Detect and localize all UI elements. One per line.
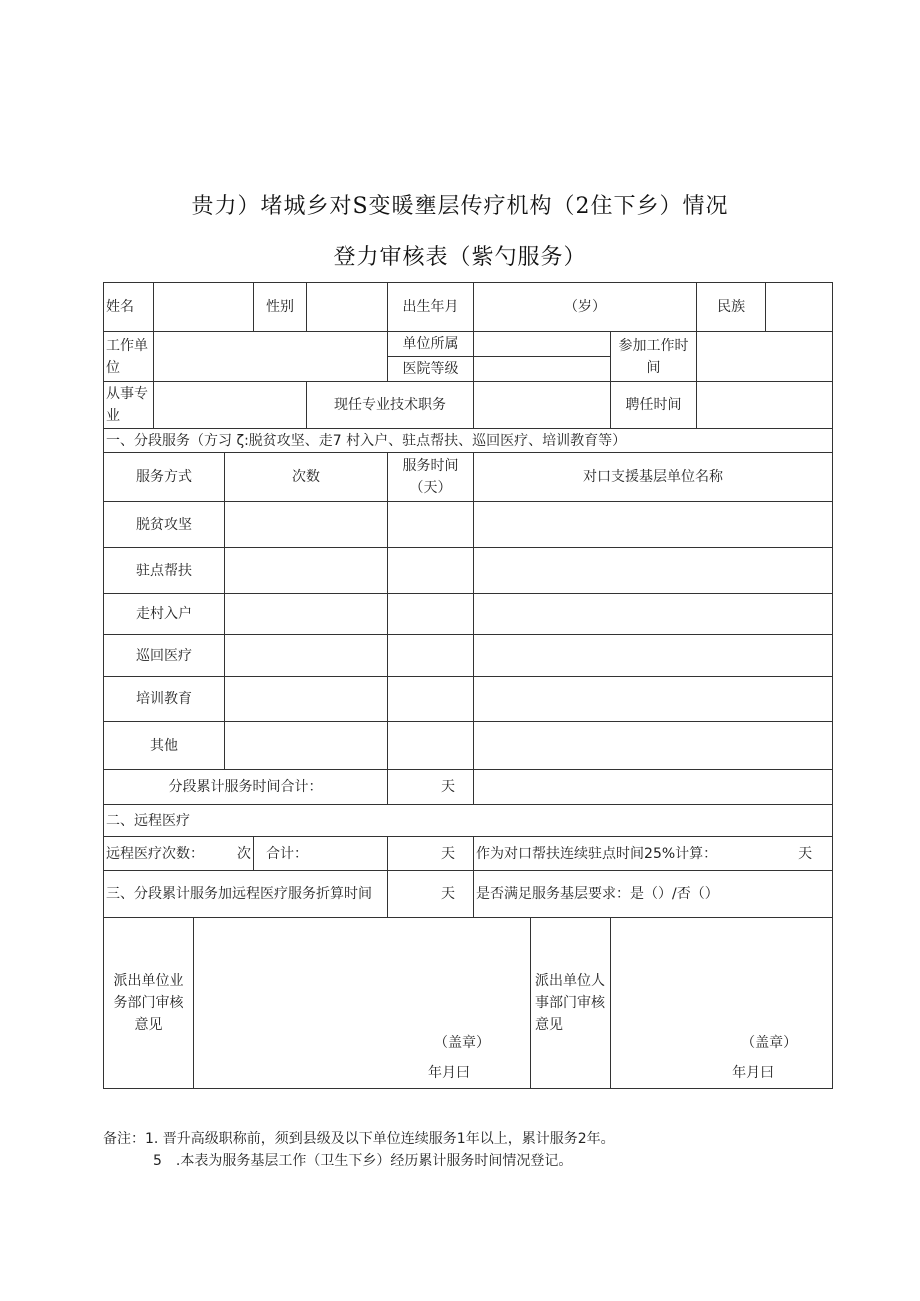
gender-field[interactable] bbox=[307, 283, 388, 332]
form-title-line-2: 登力审核表（紫勺服务） bbox=[333, 245, 587, 270]
remote-sum-unit[interactable]: 天 bbox=[388, 837, 474, 871]
remote-count-cell[interactable] bbox=[104, 837, 254, 871]
service-count-field[interactable] bbox=[225, 635, 388, 677]
service-mode: 脱贫攻坚 bbox=[104, 502, 225, 548]
hospital-level-label: 医院等级 bbox=[388, 357, 474, 382]
work-start-field[interactable] bbox=[697, 332, 833, 382]
service-mode: 其他 bbox=[104, 722, 225, 770]
support-unit-field[interactable] bbox=[474, 548, 833, 594]
service-days-field[interactable] bbox=[388, 722, 474, 770]
remote-convert-unit: 天 bbox=[798, 845, 813, 862]
form-title-line-1: 贵力）堵城乡对S变暖壅层传疗机构（2住下乡）情况 bbox=[191, 194, 729, 219]
col-header-support-unit: 对口支援基层单位名称 bbox=[474, 453, 833, 502]
hire-time-label: 聘任时间 bbox=[611, 382, 697, 429]
current-title-label: 现任专业技术职务 bbox=[307, 382, 474, 429]
hospital-level-field[interactable] bbox=[474, 357, 611, 382]
service-mode: 驻点帮扶 bbox=[104, 548, 225, 594]
remote-convert-label: 作为对口帮扶连续驻点时间25%计算： bbox=[476, 845, 718, 862]
specialty-label: 从事专业 bbox=[104, 382, 154, 429]
table-row bbox=[104, 594, 833, 635]
hire-time-field[interactable] bbox=[697, 382, 833, 429]
ethnicity-field[interactable] bbox=[766, 283, 833, 332]
hr-review-label: 派出单位人事部门审核意见 bbox=[531, 918, 611, 1089]
service-mode: 巡回医疗 bbox=[104, 635, 225, 677]
table-row bbox=[104, 502, 833, 548]
name-field[interactable] bbox=[154, 283, 254, 332]
support-unit-field[interactable] bbox=[474, 677, 833, 722]
section1-heading: 一、分段服务（方习 ζ:脱贫攻坚、走7 村入户、驻点帮扶、巡回医疗、培训教育等） bbox=[104, 429, 833, 453]
remote-convert-cell[interactable] bbox=[474, 837, 833, 871]
business-review-label: 派出单位业务部门审核意见 bbox=[104, 918, 194, 1089]
remote-sum-label: 合计： bbox=[254, 837, 388, 871]
remote-count-label: 远程医疗次数： bbox=[106, 845, 204, 862]
support-unit-field[interactable] bbox=[474, 722, 833, 770]
section3-heading: 三、分段累计服务加远程医疗服务折算时间 bbox=[104, 871, 388, 918]
section3-unit[interactable]: 天 bbox=[388, 871, 474, 918]
meets-requirement[interactable]: 是否满足服务基层要求：是（）/否（） bbox=[474, 871, 833, 918]
registration-form-table bbox=[103, 282, 833, 1089]
hr-review-field[interactable] bbox=[611, 918, 833, 1089]
support-unit-field[interactable] bbox=[474, 502, 833, 548]
note-line-2: 5 .本表为服务基层工作（卫生下乡）经历累计服务时间情况登记。 bbox=[153, 1153, 573, 1169]
service-days-field[interactable] bbox=[388, 502, 474, 548]
service-mode: 培训教育 bbox=[104, 677, 225, 722]
name-label: 姓名 bbox=[104, 283, 154, 332]
gender-label: 性别 bbox=[254, 283, 307, 332]
service-count-field[interactable] bbox=[225, 677, 388, 722]
table-row bbox=[104, 548, 833, 594]
table-row bbox=[104, 677, 833, 722]
business-stamp: （盖章） bbox=[434, 1035, 491, 1051]
service-count-field[interactable] bbox=[225, 502, 388, 548]
business-date: 年月曰 bbox=[428, 1065, 471, 1081]
service-count-field[interactable] bbox=[225, 722, 388, 770]
col-header-service-mode: 服务方式 bbox=[104, 453, 225, 502]
table-row bbox=[104, 722, 833, 770]
workplace-label: 工作单位 bbox=[104, 332, 154, 382]
service-count-field[interactable] bbox=[225, 594, 388, 635]
service-days-field[interactable] bbox=[388, 548, 474, 594]
col-header-count: 次数 bbox=[225, 453, 388, 502]
service-count-field[interactable] bbox=[225, 548, 388, 594]
work-start-label: 参加工作时间 bbox=[611, 332, 697, 382]
table-row bbox=[104, 635, 833, 677]
workplace-field[interactable] bbox=[154, 332, 388, 382]
col-header-service-days: 服务时间（天） bbox=[388, 453, 474, 502]
ethnicity-label: 民族 bbox=[697, 283, 766, 332]
support-unit-field[interactable] bbox=[474, 594, 833, 635]
section2-heading: 二、远程医疗 bbox=[104, 805, 833, 837]
birth-label: 出生年月 bbox=[388, 283, 474, 332]
section1-total-unit[interactable]: 天 bbox=[388, 770, 474, 805]
current-title-field[interactable] bbox=[474, 382, 611, 429]
birth-age-field[interactable]: （岁） bbox=[474, 283, 697, 332]
notes bbox=[103, 1128, 615, 1172]
specialty-field[interactable] bbox=[154, 382, 307, 429]
note-line-1: 备注：1. 晋升高级职称前，须到县级及以下单位连续服务1年以上，累计服务2年。 bbox=[103, 1131, 615, 1147]
hr-stamp: （盖章） bbox=[741, 1035, 798, 1051]
section1-total-label: 分段累计服务时间合计： bbox=[104, 770, 388, 805]
service-mode: 走村入户 bbox=[104, 594, 225, 635]
affiliation-label: 单位所属 bbox=[388, 332, 474, 357]
service-days-field[interactable] bbox=[388, 677, 474, 722]
service-days-field[interactable] bbox=[388, 594, 474, 635]
service-days-field[interactable] bbox=[388, 635, 474, 677]
section1-total-blank bbox=[474, 770, 833, 805]
hr-date: 年月曰 bbox=[732, 1065, 775, 1081]
business-review-field[interactable] bbox=[194, 918, 531, 1089]
support-unit-field[interactable] bbox=[474, 635, 833, 677]
remote-count-unit: 次 bbox=[237, 845, 252, 862]
affiliation-field[interactable] bbox=[474, 332, 611, 357]
